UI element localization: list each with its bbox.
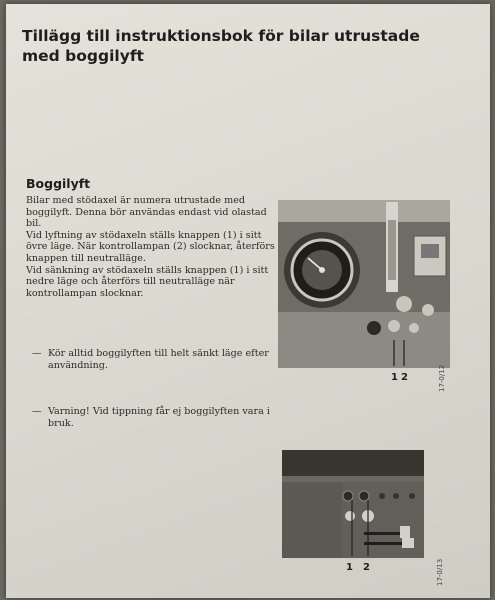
dashboard-illustration [278, 200, 450, 368]
section-heading: Boggilyft [26, 176, 91, 191]
figure-code: 17-0/12 [438, 364, 446, 392]
paragraph: Vid sänkning av stödaxeln ställs knappen (1) i sitt nedre läge och återförs till neutralläge när kontrollampan slocknar. [26, 264, 269, 299]
note [32, 348, 277, 371]
panel-illustration [282, 450, 424, 558]
figure-label-1: 1 [346, 562, 353, 573]
paragraph: Bilar med stödaxel är numera utrustade med boggilyft. Denna bör användas endast vid olastad bil. [26, 195, 267, 230]
dash: — [32, 348, 42, 359]
document-page [6, 4, 490, 598]
body-text [26, 195, 276, 299]
note-text: Varning! Vid tippning får ej boggilyften vara i bruk. [48, 406, 270, 429]
dash: — [32, 406, 42, 417]
note [32, 406, 277, 429]
panel-photo [282, 450, 424, 558]
figure-code: 17-0/13 [436, 558, 444, 586]
figure-label-2: 2 [401, 372, 408, 383]
figure-label-2: 2 [363, 562, 370, 573]
paragraph: Vid lyftning av stödaxeln ställs knappen (1) i sitt övre läge. När kontrollampan (2) slocknar, återförs knappen till neutralläge. [26, 229, 275, 264]
figure-label-1: 1 [391, 372, 398, 383]
note-text: Kör alltid boggilyften till helt sänkt läge efter användning. [48, 348, 269, 371]
dashboard-photo [278, 200, 450, 368]
page-title: Tillägg till instruktionsbok för bilar utrustade med boggilyft [22, 27, 420, 65]
